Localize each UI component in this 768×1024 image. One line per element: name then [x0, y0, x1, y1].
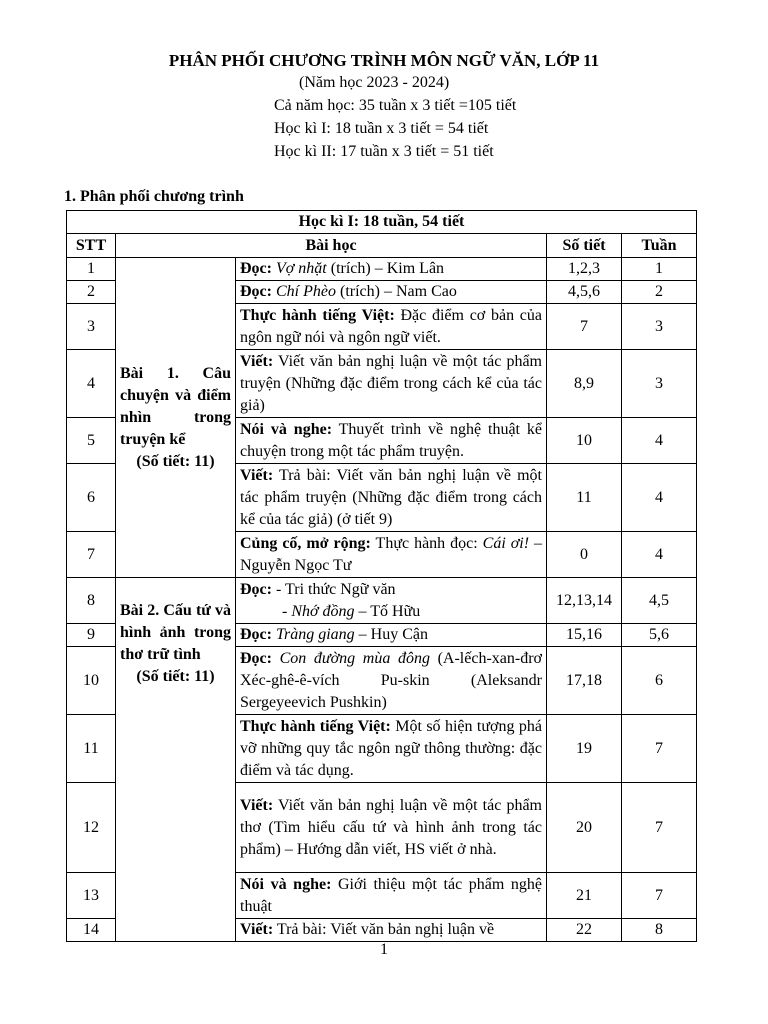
- lesson-content: [236, 350, 547, 418]
- week: 5,6: [622, 624, 697, 647]
- period-count: 12,13,14: [547, 578, 622, 624]
- activity-label: Đọc:: [240, 626, 272, 643]
- row-number: 2: [67, 281, 116, 304]
- lesson-title: Bài 1. Câu chuyện và điểm nhìn trong truyện kể: [120, 364, 231, 448]
- content-text: Trả bài: Viết văn bản nghị luận về: [273, 921, 495, 938]
- content-text: - Tri thức Ngữ văn: [271, 580, 396, 598]
- work-title: Nhớ đồng: [291, 602, 355, 620]
- row-number: 11: [67, 715, 116, 783]
- semester-1-summary: Học kì I: 18 tuần x 3 tiết = 54 tiết: [274, 120, 489, 137]
- work-title: Cái ơi!: [482, 534, 530, 552]
- lesson-content: [236, 578, 547, 624]
- table-row: [67, 258, 697, 281]
- col-header-periods: Số tiết: [547, 234, 622, 258]
- col-header-week: Tuần: [622, 234, 697, 258]
- semester-heading: Học kì I: 18 tuần, 54 tiết: [67, 211, 697, 234]
- period-count: 19: [547, 715, 622, 783]
- activity-label: Đọc:: [240, 283, 272, 300]
- row-number: 14: [67, 919, 116, 942]
- period-count: 17,18: [547, 647, 622, 715]
- content-text: -: [282, 602, 292, 620]
- week: 6: [622, 647, 697, 715]
- activity-label: Thực hành tiếng Việt:: [240, 717, 391, 735]
- content-text: Thực hành đọc:: [370, 534, 483, 552]
- content-text: [272, 650, 280, 667]
- activity-label: Thực hành tiếng Việt:: [240, 306, 395, 324]
- lesson-group: [116, 578, 236, 942]
- period-count: 4,5,6: [547, 281, 622, 304]
- activity-label: Đọc:: [240, 649, 272, 667]
- activity-label: Viết:: [240, 352, 274, 370]
- week: 4,5: [622, 578, 697, 624]
- week: 2: [622, 281, 697, 304]
- period-count: 1,2,3: [547, 258, 622, 281]
- content-subline: [240, 601, 542, 623]
- activity-label: Đọc:: [240, 580, 272, 598]
- school-year: (Năm học 2023 - 2024): [299, 74, 450, 91]
- activity-label: Viết:: [240, 921, 274, 938]
- content-text: (trích) – Nam Cao: [335, 283, 457, 300]
- lesson-content: [236, 464, 547, 532]
- schedule-table: [66, 210, 697, 942]
- col-header-stt: STT: [67, 234, 116, 258]
- lesson-content: [236, 647, 547, 715]
- row-number: 7: [67, 532, 116, 578]
- col-header-lesson: Bài học: [116, 234, 547, 258]
- semester-2-summary: Học kì II: 17 tuần x 3 tiết = 51 tiết: [274, 143, 494, 160]
- row-number: 1: [67, 258, 116, 281]
- row-number: 13: [67, 873, 116, 919]
- week: 7: [622, 873, 697, 919]
- week: 8: [622, 919, 697, 942]
- section-title: 1. Phân phối chương trình: [64, 188, 244, 205]
- table-row: [67, 578, 697, 624]
- week: 3: [622, 304, 697, 350]
- work-title: Con đường mùa đông: [279, 649, 430, 667]
- work-title: Vợ nhặt: [275, 260, 327, 277]
- activity-label: Viết:: [240, 796, 274, 814]
- content-text: Trả bài: Viết văn bản nghị luận về một tác phẩm truyện (Những đặc điểm trong cách kể của tác giả) (ở tiết 9): [240, 466, 546, 528]
- period-count: 8,9: [547, 350, 622, 418]
- lesson-periods: (Số tiết: 11): [136, 452, 215, 470]
- work-title: Chí Phèo: [275, 283, 336, 300]
- content-text: Thuyết trình về nghệ thuật kể chuyện trong một tác phẩm truyện.: [240, 420, 546, 460]
- row-number: 8: [67, 578, 116, 624]
- content-text: – Tố Hữu: [354, 602, 421, 620]
- content-text: Một số hiện tượng phá vỡ những quy tắc ngôn ngữ thông thường: đặc điểm và tác dụng.: [240, 717, 546, 779]
- activity-label: Đọc:: [240, 260, 272, 277]
- activity-label: Nói và nghe:: [240, 875, 332, 893]
- content-text: – Huy Cận: [354, 626, 428, 643]
- lesson-content: [236, 304, 547, 350]
- lesson-content: [236, 783, 547, 873]
- week: 4: [622, 464, 697, 532]
- lesson-content: [236, 258, 547, 281]
- content-text: Viết văn bản nghị luận về một tác phẩm thơ (Tìm hiểu cấu tứ và hình ảnh trong tác phẩm) – Hướng dẫn viết, HS viết ở nhà.: [240, 796, 546, 858]
- week: 4: [622, 532, 697, 578]
- period-count: 10: [547, 418, 622, 464]
- activity-label: Viết:: [240, 466, 274, 484]
- row-number: 5: [67, 418, 116, 464]
- row-number: 10: [67, 647, 116, 715]
- work-title: Tràng giang: [275, 626, 355, 643]
- week: 1: [622, 258, 697, 281]
- week: 3: [622, 350, 697, 418]
- week: 4: [622, 418, 697, 464]
- lesson-content: [236, 873, 547, 919]
- row-number: 3: [67, 304, 116, 350]
- year-summary: Cả năm học: 35 tuần x 3 tiết =105 tiết: [274, 97, 517, 114]
- document-title: PHÂN PHỐI CHƯƠNG TRÌNH MÔN NGỮ VĂN, LỚP 11: [168, 51, 600, 70]
- row-number: 6: [67, 464, 116, 532]
- period-count: 22: [547, 919, 622, 942]
- content-text: Giới thiệu một tác phẩm nghệ thuật: [240, 875, 546, 915]
- content-text: (trích) – Kim Lân: [326, 260, 445, 277]
- content-text: (A-lếch-xan-đrơ Xéc-ghê-ê-vích Pu-skin (Aleksandr Sergeyeevich Pushkin): [240, 649, 546, 711]
- period-count: 11: [547, 464, 622, 532]
- period-count: 21: [547, 873, 622, 919]
- period-count: 20: [547, 783, 622, 873]
- content-text: – Nguyễn Ngọc Tư: [240, 534, 547, 574]
- period-count: 0: [547, 532, 622, 578]
- lesson-content: [236, 624, 547, 647]
- content-text: Đặc điểm cơ bản của ngôn ngữ nói và ngôn ngữ viết.: [240, 306, 546, 346]
- lesson-content: [236, 281, 547, 304]
- lesson-content: [236, 919, 547, 942]
- row-number: 4: [67, 350, 116, 418]
- row-number: 12: [67, 783, 116, 873]
- lesson-group: [116, 258, 236, 578]
- activity-label: Củng cố, mở rộng:: [240, 534, 371, 552]
- row-number: 9: [67, 624, 116, 647]
- content-text: Viết văn bản nghị luận về một tác phẩm truyện (Những đặc điểm trong cách kể của tác giả): [240, 352, 546, 414]
- lesson-periods: (Số tiết: 11): [136, 668, 215, 685]
- week: 7: [622, 715, 697, 783]
- lesson-content: [236, 532, 547, 578]
- period-count: 15,16: [547, 624, 622, 647]
- activity-label: Nói và nghe:: [240, 420, 333, 438]
- period-count: 7: [547, 304, 622, 350]
- week: 7: [622, 783, 697, 873]
- lesson-content: [236, 418, 547, 464]
- lesson-title: Bài 2. Cấu tứ và hình ảnh trong thơ trữ tình: [120, 602, 231, 663]
- page-number: 1: [380, 941, 388, 958]
- lesson-content: [236, 715, 547, 783]
